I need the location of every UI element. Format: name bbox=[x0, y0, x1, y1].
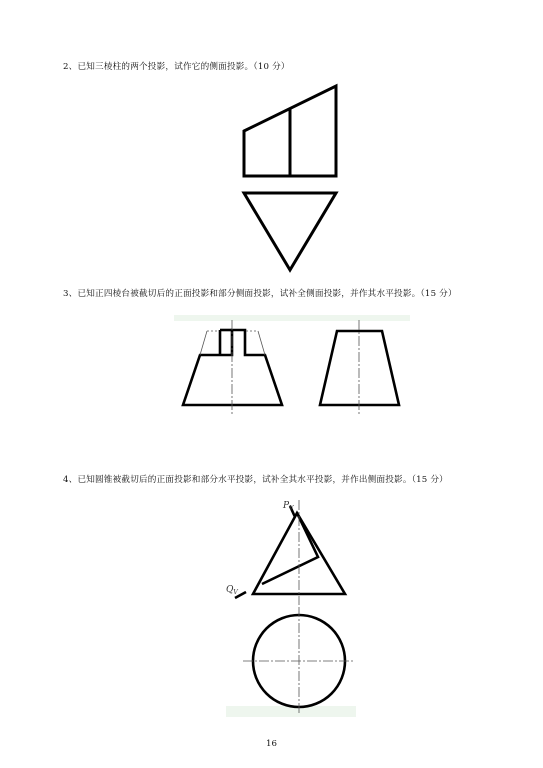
frustum-side-view bbox=[320, 331, 399, 405]
question-4-text: 4、已知圆锥被截切后的正面投影和部分水平投影，试补全其水平投影，并作出侧面投影。（15 分） bbox=[63, 475, 448, 485]
truncated-cone-projections bbox=[222, 494, 362, 724]
frustum-front-view bbox=[183, 330, 282, 405]
scan-band bbox=[174, 315, 410, 321]
question-3-text: 3、已知正四棱台被截切后的正面投影和部分侧面投影，试补全侧面投影，并作其水平投影。（15 分） bbox=[63, 289, 457, 299]
page-number: 16 bbox=[266, 739, 277, 749]
truncated-frustum-projections bbox=[170, 312, 415, 420]
scan-band-bottom bbox=[226, 706, 356, 717]
label-pv: $P_V$ bbox=[283, 501, 294, 512]
label-qv: $Q_V$ bbox=[226, 585, 238, 596]
front-thin-edge-left bbox=[200, 331, 207, 355]
prism-top-view bbox=[244, 193, 336, 270]
question-2-text: 2、已知三棱柱的两个投影，试作它的侧面投影。（10 分） bbox=[63, 62, 290, 72]
triangular-prism-projections bbox=[236, 80, 342, 280]
front-thin-edge-right bbox=[258, 331, 265, 355]
